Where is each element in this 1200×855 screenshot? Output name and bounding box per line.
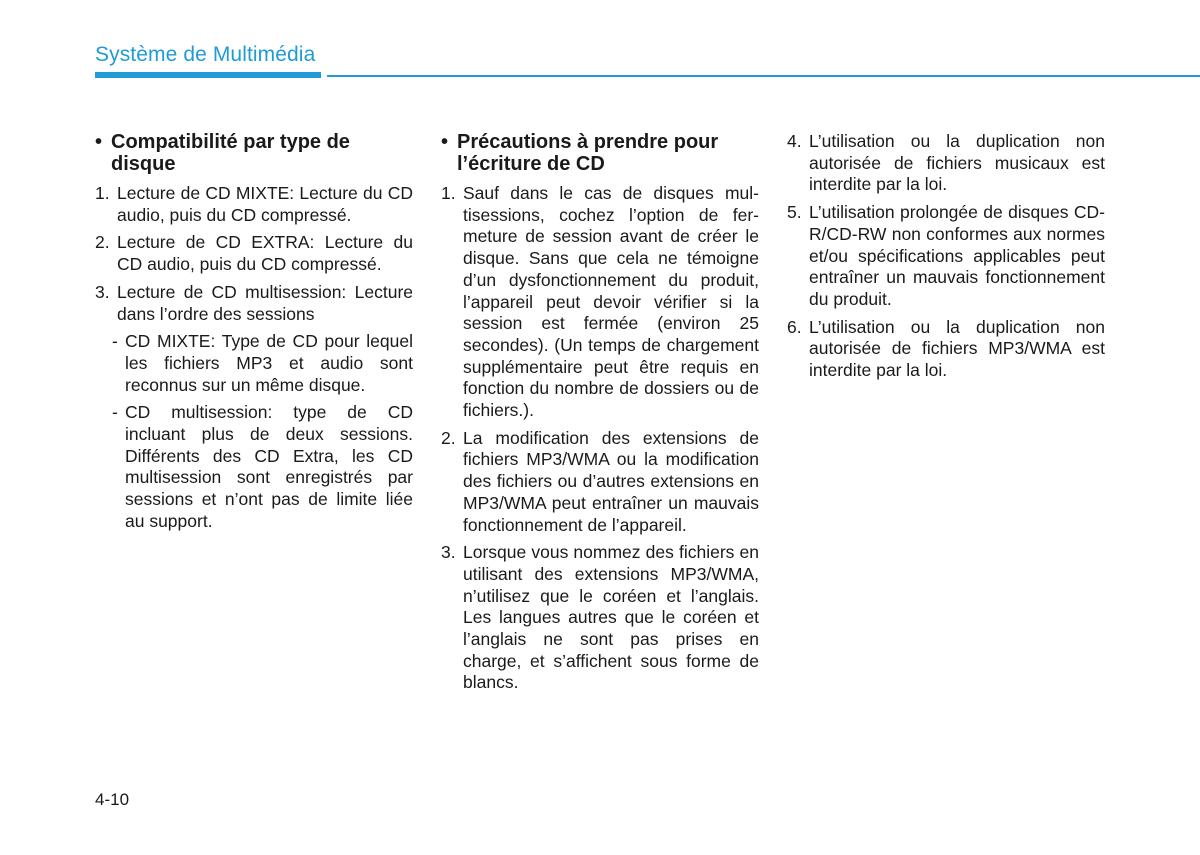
list-item: [441, 428, 759, 537]
section-heading: [441, 131, 759, 175]
page-number: 4-10: [95, 790, 130, 809]
item-number: 5.: [787, 202, 802, 223]
list-item: [441, 542, 759, 694]
item-text: Lecture de CD multisession: Lecture dans l’ordre des sessions: [117, 281, 413, 324]
item-number: 3.: [95, 281, 110, 302]
subitem-text: CD MIXTE: Type de CD pour lequel les fichiers MP3 et audio sont reconnus sur un même disque.: [125, 331, 413, 395]
page-section-title: Système de Multimédia: [95, 43, 316, 66]
column-continued-precautions: [787, 131, 1105, 388]
item-number: 2.: [441, 427, 456, 448]
heading-text: Compatibilité par type de disque: [111, 131, 350, 175]
header-rule-thick: [95, 72, 321, 78]
column-disc-compatibility: [95, 131, 413, 539]
item-text: L’utilisation ou la duplication non autorisée de fichiers MP3/WMA est interdite par la loi.: [809, 316, 1105, 381]
list-item: [441, 183, 759, 422]
dash-marker: -: [112, 331, 118, 352]
item-number: 1.: [441, 183, 456, 203]
list-item: [95, 232, 413, 275]
heading-text: Précautions à prendre pour l’écriture de CD: [457, 131, 719, 175]
subitem-text: CD multisession: type de CD incluant plus de deux sessions. Différents des CD Extra, les CD multisession sont enregistrés par sessions et n’ont pas de limite liée au support.: [125, 402, 413, 531]
item-number: 4.: [787, 131, 802, 151]
bullet-icon: •: [441, 131, 449, 153]
item-text: L’utilisation prolongée de disques CD-R/CD-RW non conformes aux normes et/ou spécifications applicables peut entraîner un mauvais fonctionnement du produit.: [809, 202, 1105, 309]
item-number: 2.: [95, 232, 110, 253]
section-heading: [95, 131, 413, 175]
item-text: Lorsque vous nommez des fichiers en utilisant des extensions MP3/WMA, n’utilisez que le coréen et l’anglais. Les langues autres que le coréen et l’anglais ne sont pas prises en charge, et s’affichent sous forme de blancs.: [463, 542, 759, 693]
item-number: 1.: [95, 183, 110, 203]
list-item: [787, 317, 1105, 382]
item-text: L’utilisation ou la duplication non autorisée de fichiers musicaux est interdite par la loi.: [809, 131, 1105, 195]
item-text: La modification des extensions de fichiers MP3/WMA ou la modification des fichiers ou d’autres extensions en MP3/WMA peut entraîner un mauvais fonctionnement de l’appareil.: [463, 427, 759, 535]
sub-list-item: [95, 331, 413, 396]
list-item: [95, 183, 413, 226]
list-item: [95, 282, 413, 325]
sub-list-item: [95, 402, 413, 532]
item-number: 3.: [441, 542, 456, 563]
column-cd-writing-precautions: [441, 131, 759, 700]
list-item: [787, 202, 1105, 311]
item-text: Lecture de CD EXTRA: Lecture du CD audio, puis du CD compressé.: [117, 232, 413, 275]
item-text: Lecture de CD MIXTE: Lecture du CD audio, puis du CD compressé.: [117, 183, 413, 225]
item-text: Sauf dans le cas de disques multisessions, cochez l’option de fermeture de session avant de créer le disque. Sans que cela ne témoigne d’un dysfonctionnement du produit, l’appareil peut devoir vérifier si la session est fermée (environ 25 secondes). (Un temps de chargement supplémentaire peut être requis en fonction du nombre de dossiers ou de fichiers.).: [463, 183, 759, 421]
bullet-icon: •: [95, 131, 103, 153]
list-item: [787, 131, 1105, 196]
header-rule-thin: [327, 75, 1200, 77]
item-number: 6.: [787, 316, 802, 337]
dash-marker: -: [112, 402, 118, 423]
